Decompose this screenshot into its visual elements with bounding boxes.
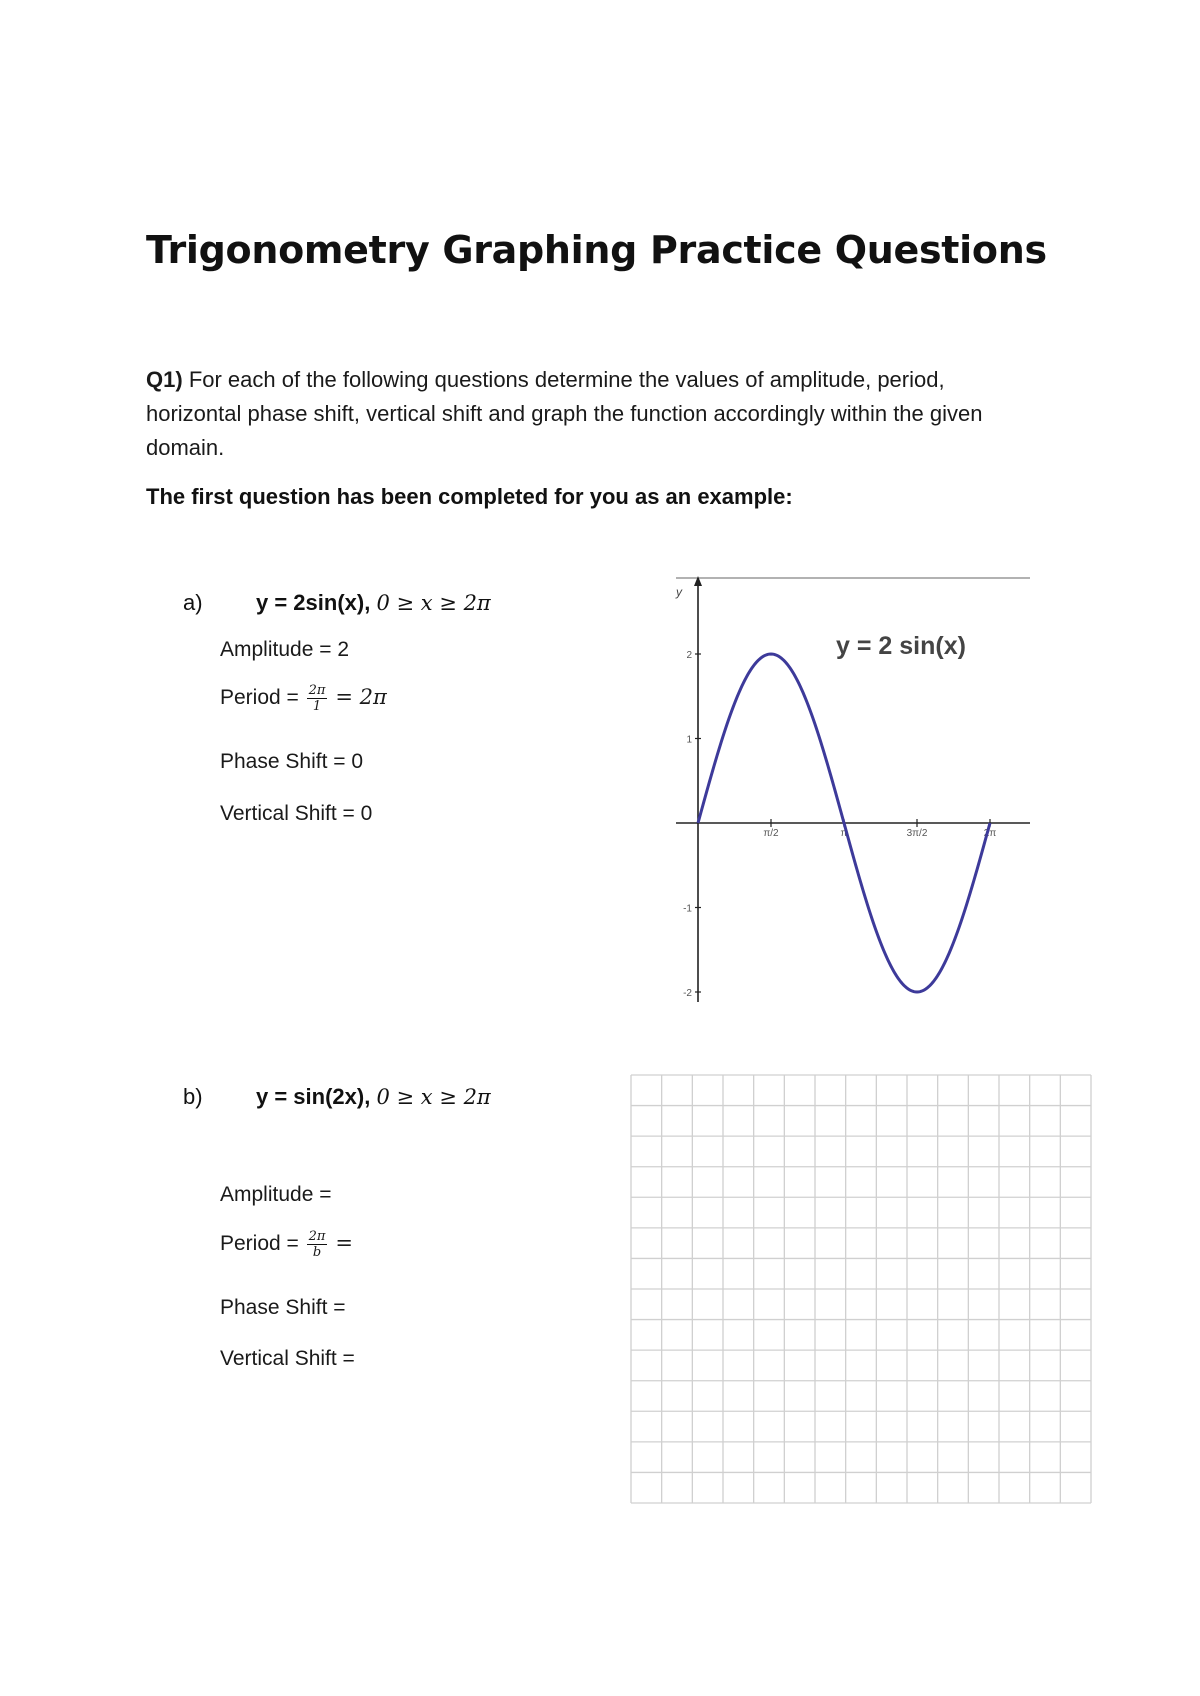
question-number: Q1) [146,367,183,392]
period-result: = 2π [335,685,387,710]
x-tick-label: π/2 [763,828,779,839]
x-tick-label: 2π [983,828,997,839]
question-a-domain: 0 ≥ x ≥ 2π [376,591,491,615]
period-fraction [307,1229,328,1260]
question-b-period [220,1229,353,1260]
question-b-label: b) [183,1084,203,1109]
instructions-paragraph [146,363,1046,465]
period-denominator: b [312,1245,322,1260]
sine-graph [660,570,1060,1010]
period-result: = [335,1231,353,1256]
period-denominator: 1 [312,699,322,714]
question-a-amplitude: Amplitude = 2 [220,638,349,661]
graph-title: y = 2 sin(x) [836,632,966,660]
question-b-vertical-shift: Vertical Shift = [220,1347,355,1370]
question-b-function [256,1084,491,1110]
x-tick-label: π [840,828,848,839]
question-b-phase-shift: Phase Shift = [220,1296,346,1319]
period-numerator: 2π [308,1229,326,1244]
example-note: The first question has been completed for you as an example: [146,484,793,509]
question-a-function [256,590,491,616]
question-b-amplitude: Amplitude = [220,1183,332,1206]
question-b-equation: y = sin(2x), [256,1084,371,1109]
question-a-equation: y = 2sin(x), [256,590,371,615]
question-b-domain: 0 ≥ x ≥ 2π [376,1085,491,1109]
y-tick-label: -1 [683,903,692,915]
question-a-label: a) [183,590,203,615]
y-axis-label: y [676,585,682,599]
question-a-phase-shift: Phase Shift = 0 [220,750,364,773]
question-a-period [220,683,387,714]
period-fraction [307,683,328,714]
period-prefix: Period = [220,1232,299,1256]
page-title: Trigonometry Graphing Practice Questions [146,228,1047,272]
period-prefix: Period = [220,686,299,710]
x-ticks [763,819,996,839]
y-tick-label: 2 [686,650,692,661]
y-tick-label: -2 [683,988,692,999]
y-tick-label: 1 [686,734,692,746]
period-numerator: 2π [308,683,326,698]
instructions-text: For each of the following questions determine the values of amplitude, period, horizontal phase shift, vertical shift and graph the function accordingly within the given domain. [146,367,983,460]
question-a-vertical-shift: Vertical Shift = 0 [220,802,373,825]
x-tick-label: 3π/2 [906,828,928,839]
blank-graph-grid[interactable] [630,1074,1092,1504]
